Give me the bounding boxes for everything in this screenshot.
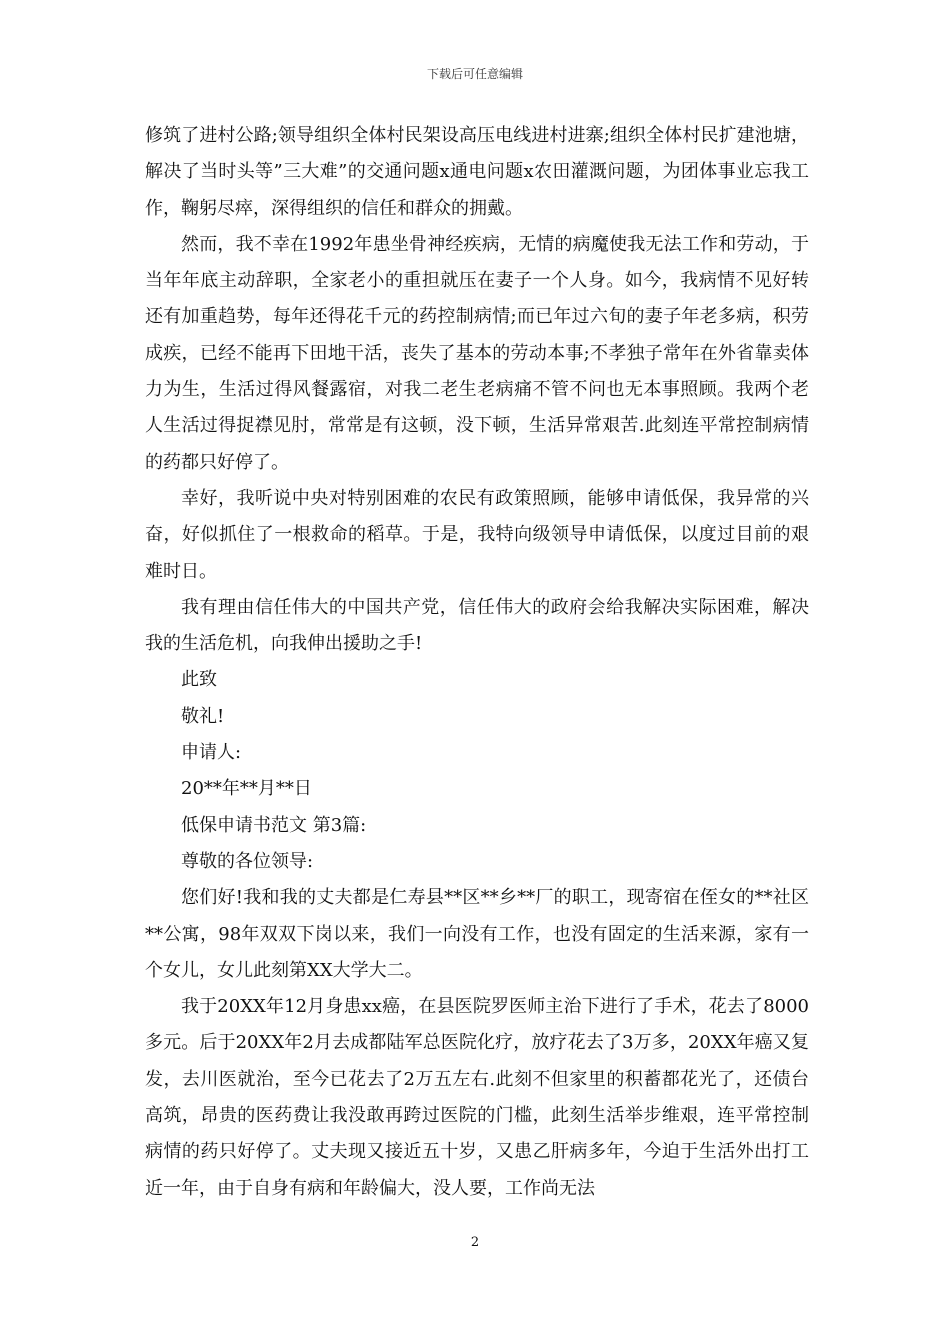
page-header-note: 下载后可任意编辑 [426,67,523,81]
document-body [145,118,809,1207]
paragraph: 然而，我不幸在1992年患坐骨神经疾病，无情的病魔使我无法工作和劳动，于当年年底主动辞职，全家老小的重担就压在妻子一个人身。如今，我病情不见好转还有加重趋势，每年还得花千元的药控制病情;而已年过六旬的妻子年老多病，积劳成疾，已经不能再下田地干活，丧失了基本的劳动本事;不孝独子常年在外省靠卖体力为生，生活过得风餐露宿，对我二老生老病痛不管不问也无本事照顾。我两个老人生活过得捉襟见肘，常常是有这顿，没下顿，生活异常艰苦.此刻连平常控制病情的药都只好停了。 [145,233,809,473]
letter-greeting: 尊敬的各位领导: [181,850,314,872]
section-title: 低保申请书范文 第3篇: [181,814,367,836]
closing-salutation: 此致 [181,669,217,691]
page-number: 2 [470,1235,480,1250]
paragraph: 您们好!我和我的丈夫都是仁寿县**区**乡**厂的职工，现寄宿在侄女的**社区**公寓，98年双双下岗以来，我们一向没有工作，也没有固定的生活来源，家有一个女儿，女儿此刻第XX大学大二。 [145,887,809,981]
paragraph: 修筑了进村公路;领导组织全体村民架设高压电线进村进寨;组织全体村民扩建池塘，解决了当时头等”三大难”的交通问题x通电问题x农田灌溉问题，为团体事业忘我工作，鞠躬尽瘁，深得组织的信任和群众的拥戴。 [145,125,809,219]
paragraph: 我有理由信任伟大的中国共产党，信任伟大的政府会给我解决实际困难，解决我的生活危机，向我伸出援助之手! [145,596,809,655]
paragraph: 幸好，我听说中央对特别困难的农民有政策照顾，能够申请低保，我异常的兴奋，好似抓住了一根救命的稻草。于是，我特向级领导申请低保，以度过目前的艰难时日。 [145,487,809,582]
closing-regards: 敬礼! [181,705,225,727]
applicant-label: 申请人: [181,742,242,764]
paragraph: 我于20XX年12月身患xx癌，在县医院罗医师主治下进行了手术，花去了8000多元。后于20XX年2月去成都陆军总医院化疗，放疗花去了3万多，20XX年癌又复发，去川医就治，至今已花去了2万五左右.此刻不但家里的积蓄都花光了，还债台高筑，昂贵的医药费让我没敢再跨过医院的门槛，此刻生活举步维艰，连平常控制病情的药只好停了。丈夫现又接近五十岁，又患乙肝病多年，今迫于生活外出打工近一年，由于自身有病和年龄偏大，没人要，工作尚无法 [145,996,809,1199]
date-line: 20**年**月**日 [181,778,312,800]
